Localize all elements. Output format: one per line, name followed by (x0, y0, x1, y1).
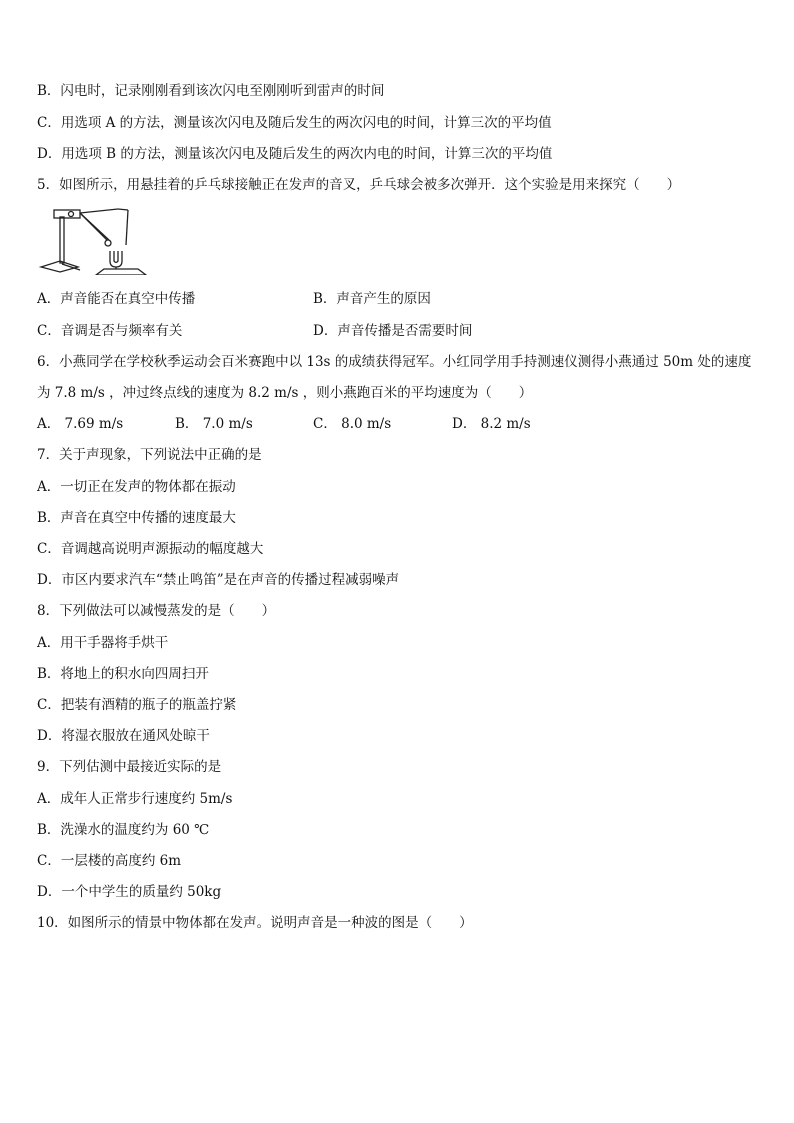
q9-option-c: C．一层楼的高度约 6m (37, 853, 182, 869)
q8-option-d: D．将湿衣服放在通风处晾干 (37, 728, 210, 744)
q8-option-a: A．用干手器将手烘干 (37, 635, 169, 651)
q9-option-b: B．洗澡水的温度约为 60 ℃ (37, 822, 210, 838)
q6-stem-line2: 为 7.8 m/s ，冲过终点线的速度为 8.2 m/s ，则小燕跑百米的平均速度为（ ） (37, 385, 533, 401)
q6-option-c: C． 8.0 m/s (313, 416, 392, 432)
q7-option-d: D．市区内要求汽车“禁止鸣笛”是在声音的传播过程减弱噪声 (37, 572, 400, 588)
q4-option-d: D．用选项 B 的方法，测量该次闪电及随后发生的两次内电的时间，计算三次的平均值 (37, 146, 553, 162)
q7-option-a: A．一切正在发声的物体都在振动 (37, 479, 236, 495)
q5-stem: 5．如图所示，用悬挂着的乒乓球接触正在发声的音叉，乒乓球会被多次弹开．这个实验是用来探究（ ） (37, 177, 681, 193)
q4-option-b: B．闪电时，记录刚刚看到该次闪电至刚刚听到雷声的时间 (37, 83, 385, 99)
q7-option-c: C．音调越高说明声源振动的幅度越大 (37, 541, 264, 557)
q6-option-d: D． 8.2 m/s (452, 416, 531, 432)
q8-stem: 8．下列做法可以减慢蒸发的是（ ） (37, 603, 276, 619)
q9-option-a: A．成年人正常步行速度约 5m/s (37, 791, 233, 807)
q10-stem: 10．如图所示的情景中物体都在发声。说明声音是一种波的图是（ ） (37, 915, 473, 931)
q4-option-c: C．用选项 A 的方法，测量该次闪电及随后发生的两次闪电的时间，计算三次的平均值 (37, 115, 552, 131)
q9-option-d: D．一个中学生的质量约 50kg (37, 884, 222, 900)
q9-stem: 9．下列估测中最接近实际的是 (37, 759, 222, 775)
q7-stem: 7．关于声现象，下列说法中正确的是 (37, 447, 262, 463)
q5-option-c: C．音调是否与频率有关 (37, 323, 183, 339)
tuning-fork-pendulum-diagram-icon (38, 203, 158, 275)
q7-option-b: B．声音在真空中传播的速度最大 (37, 510, 236, 526)
q5-option-a: A．声音能否在真空中传播 (37, 291, 196, 307)
q6-stem-line1: 6．小燕同学在学校秋季运动会百米赛跑中以 13s 的成绩获得冠军。小红同学用手持测速仪测得小燕通过 50m 处的速度 (37, 354, 752, 370)
q6-option-b: B． 7.0 m/s (175, 416, 253, 432)
q8-option-c: C．把装有酒精的瓶子的瓶盖拧紧 (37, 697, 237, 713)
q5-option-b: B．声音产生的原因 (313, 291, 431, 307)
q6-option-a: A． 7.69 m/s (37, 416, 124, 432)
q8-option-b: B．将地上的积水向四周扫开 (37, 666, 209, 682)
q5-option-d: D．声音传播是否需要时间 (313, 323, 473, 339)
